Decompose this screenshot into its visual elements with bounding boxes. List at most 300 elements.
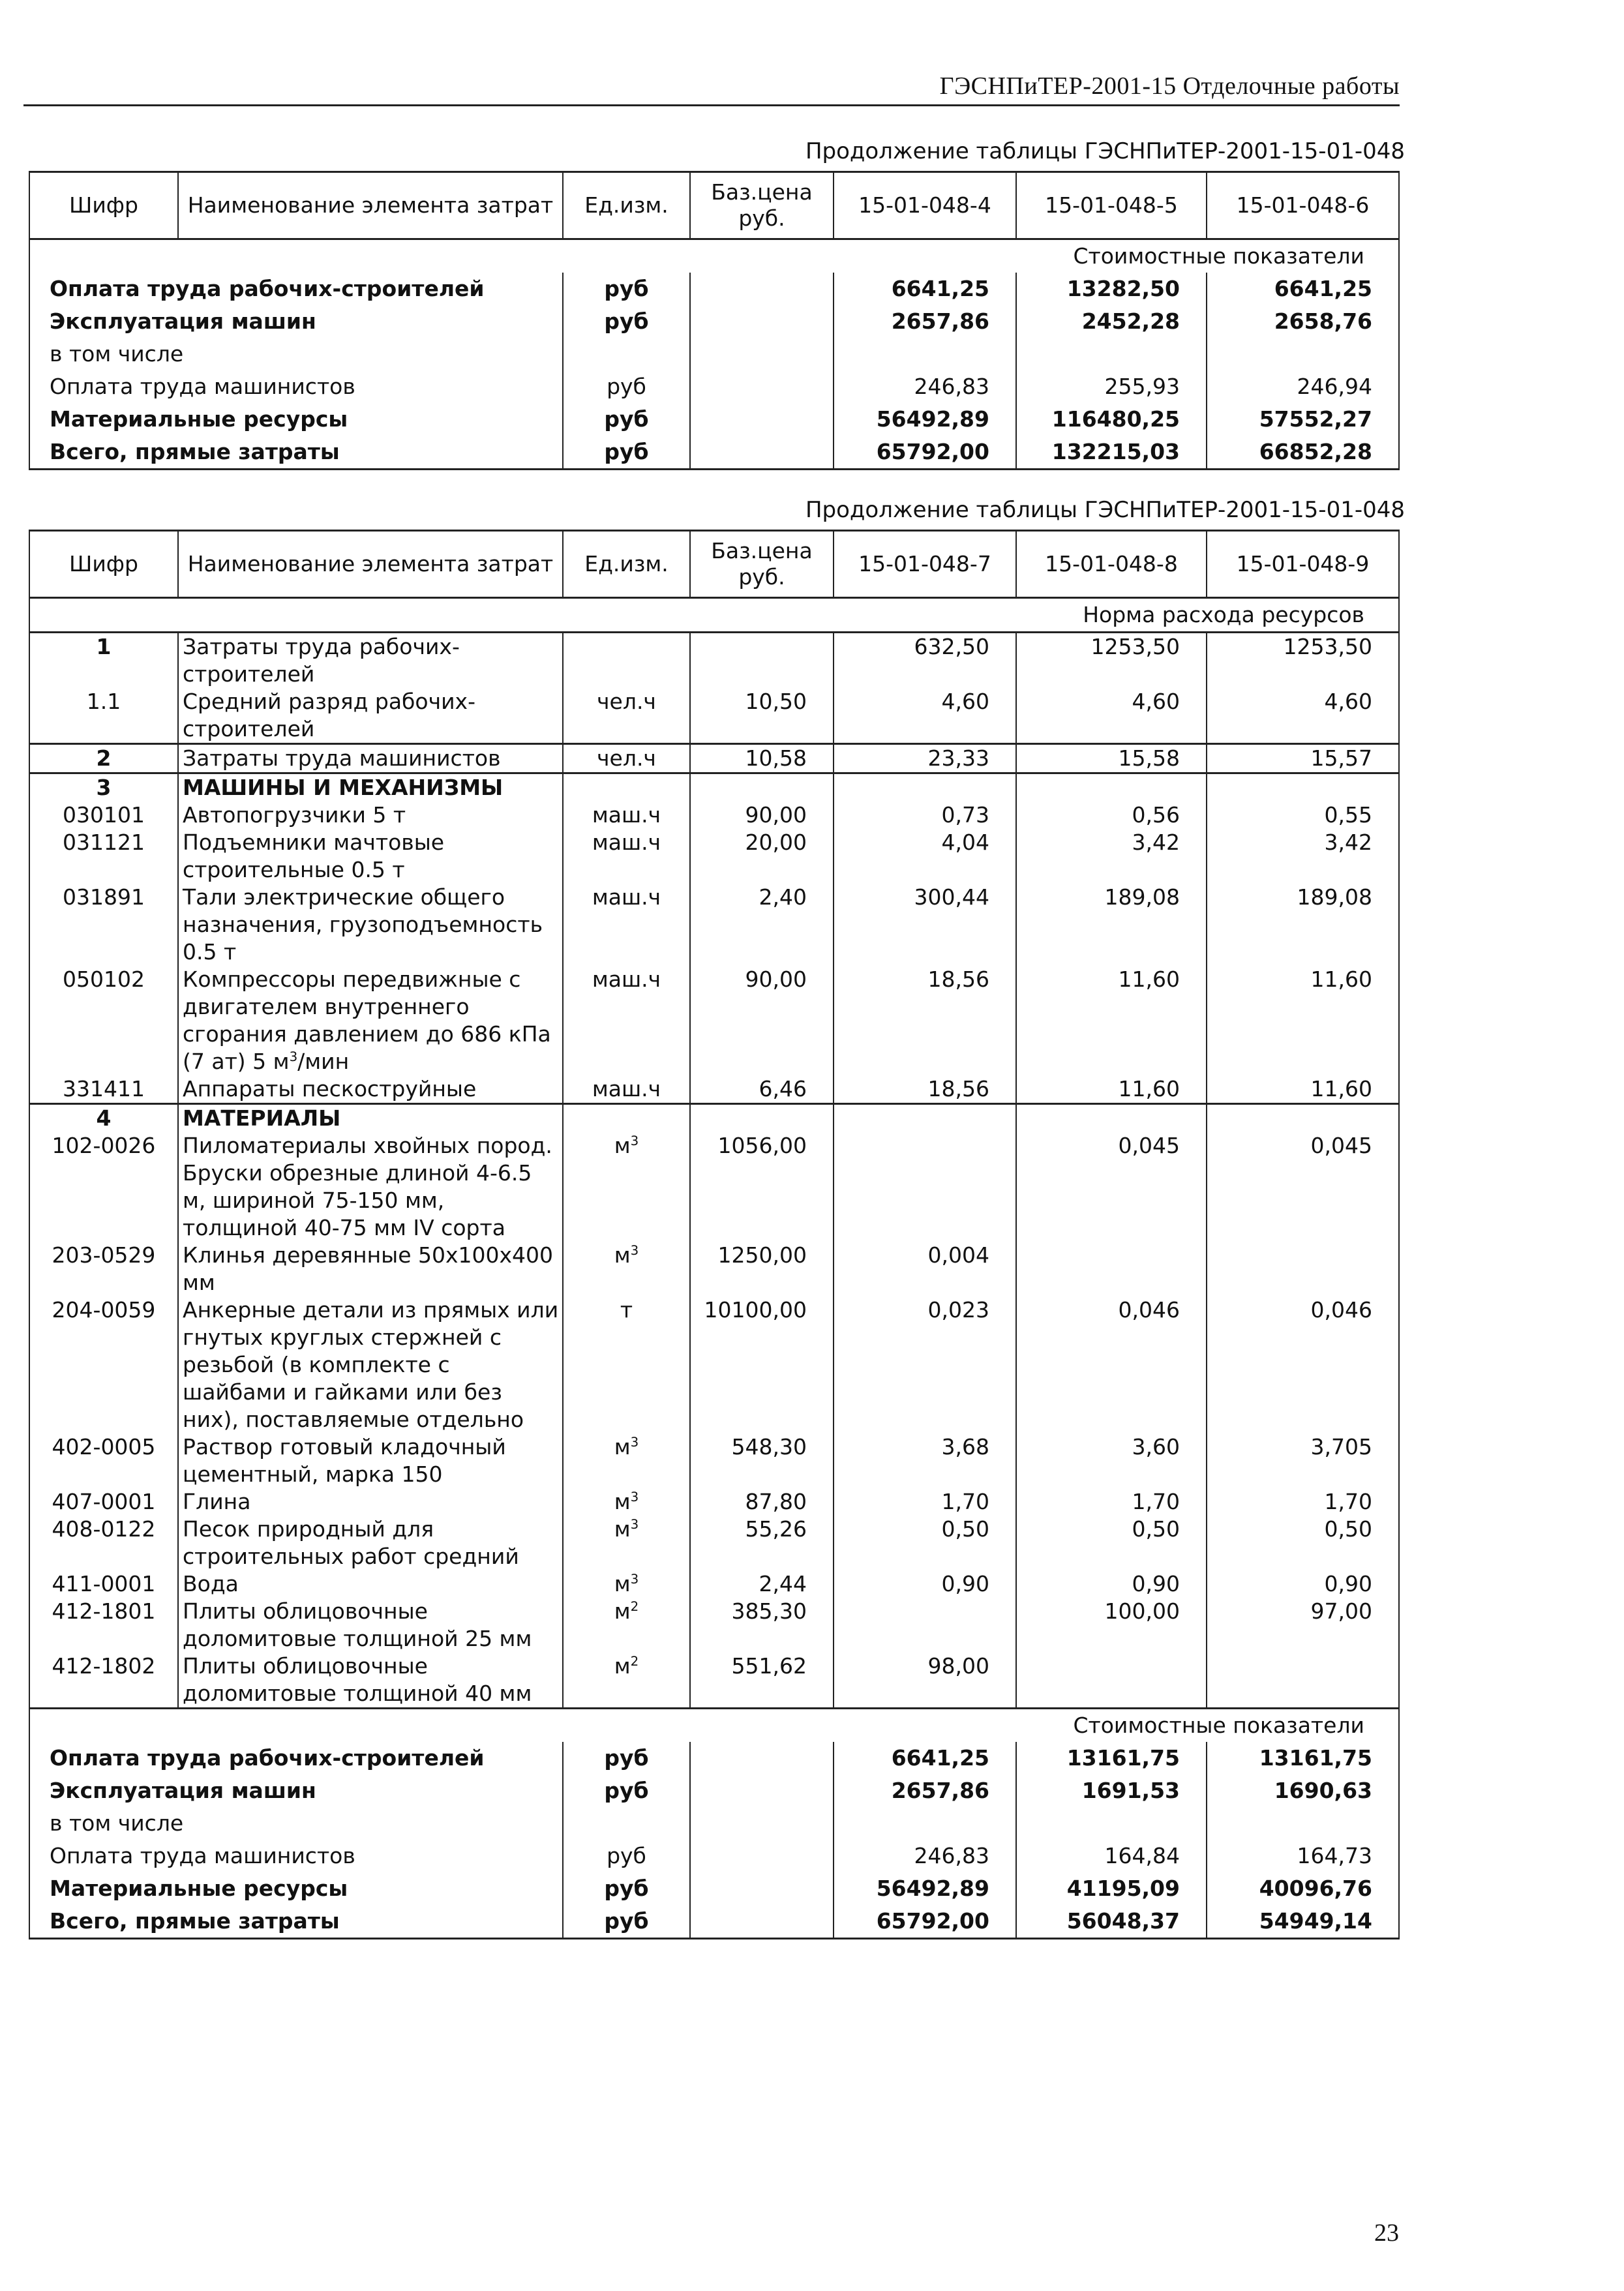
resource-norm: 0,50: [1207, 1516, 1399, 1570]
cost-value: 6641,25: [834, 1742, 1016, 1774]
table-header-row: [29, 531, 1399, 598]
resource-unit-sup: 3: [630, 1490, 639, 1505]
cost-value: 13282,50: [1016, 273, 1207, 305]
resource-unit: [563, 1488, 690, 1516]
resource-unit: [563, 1516, 690, 1570]
resource-name-tail: /мин: [297, 1049, 350, 1074]
resource-unit-text: м: [614, 1516, 631, 1542]
resource-norm: 0,045: [1207, 1132, 1399, 1242]
cost-value: 54949,14: [1207, 1905, 1399, 1939]
cost-label: Всего, прямые затраты: [29, 1905, 563, 1939]
resource-norm: 0,50: [1016, 1516, 1207, 1570]
resource-price: 551,62: [690, 1653, 834, 1709]
resource-unit-sup: 3: [630, 1517, 639, 1532]
cost-label: в том числе: [29, 1807, 563, 1840]
section-band-row: [29, 1709, 1399, 1743]
cost-label: Эксплуатация машин: [29, 305, 563, 338]
resource-row: [29, 744, 1399, 773]
cost-label: в том числе: [29, 338, 563, 370]
cost-value: 2452,28: [1016, 305, 1207, 338]
cost-row: [29, 1840, 1399, 1872]
resource-code: 031891: [29, 884, 178, 966]
resource-norm: 3,60: [1016, 1433, 1207, 1488]
resource-price: 10100,00: [690, 1296, 834, 1433]
cost-value: 2657,86: [834, 1774, 1016, 1807]
cost-label: Материальные ресурсы: [29, 1872, 563, 1905]
resource-unit-text: чел.ч: [597, 745, 656, 771]
resource-norm: [834, 1598, 1016, 1653]
resource-norm: 0,90: [834, 1570, 1016, 1598]
resource-row: [29, 688, 1399, 744]
resource-unit: [563, 633, 690, 689]
resource-unit-sup: 3: [630, 1243, 639, 1258]
resource-name: [178, 1653, 563, 1709]
resource-name: [178, 1433, 563, 1488]
col-header-code: Шифр: [29, 172, 178, 239]
resource-name-text: Клинья деревянные 50х100х400 мм: [183, 1242, 554, 1295]
cost-price: [690, 1774, 834, 1807]
resource-unit: [563, 744, 690, 773]
resource-norm: [1207, 1104, 1399, 1133]
resource-norm: 97,00: [1207, 1598, 1399, 1653]
resource-norm: 0,90: [1016, 1570, 1207, 1598]
resource-unit: [563, 773, 690, 802]
cost-unit: руб: [563, 370, 690, 403]
resource-row: [29, 1104, 1399, 1133]
resource-row: [29, 1516, 1399, 1570]
resource-code: 3: [29, 773, 178, 802]
resource-name-sup: 3: [289, 1049, 298, 1064]
cost-value: 164,73: [1207, 1840, 1399, 1872]
cost-price: [690, 403, 834, 436]
cost-table-1: [29, 171, 1400, 470]
resource-norm: 0,004: [834, 1242, 1016, 1296]
resource-unit: [563, 1433, 690, 1488]
resource-unit-text: т: [620, 1297, 633, 1323]
resource-norm: 0,046: [1016, 1296, 1207, 1433]
resource-norm: 0,55: [1207, 801, 1399, 829]
resource-unit: [563, 1242, 690, 1296]
resource-norm: 1,70: [1207, 1488, 1399, 1516]
cost-value: 56492,89: [834, 403, 1016, 436]
resource-norm: 15,58: [1016, 744, 1207, 773]
resource-row: [29, 829, 1399, 884]
resource-name: [178, 1296, 563, 1433]
resource-norm: [1016, 1242, 1207, 1296]
cost-value: [1016, 1807, 1207, 1840]
cost-unit: руб: [563, 403, 690, 436]
col-header-price: Баз.цена руб.: [690, 531, 834, 598]
resource-row: [29, 1242, 1399, 1296]
cost-price: [690, 305, 834, 338]
resource-norm: [1016, 1104, 1207, 1133]
resource-norm: 189,08: [1016, 884, 1207, 966]
cost-value: 116480,25: [1016, 403, 1207, 436]
page-number: 23: [1374, 2219, 1399, 2247]
resource-unit-text: маш.ч: [592, 1076, 661, 1101]
cost-value: 2658,76: [1207, 305, 1399, 338]
cost-value: 13161,75: [1207, 1742, 1399, 1774]
resource-price: 2,40: [690, 884, 834, 966]
resource-norm: 11,60: [1016, 1075, 1207, 1104]
resource-norm: 1253,50: [1207, 633, 1399, 689]
cost-row: [29, 305, 1399, 338]
resource-price: 10,58: [690, 744, 834, 773]
resource-norm: 100,00: [1016, 1598, 1207, 1653]
resource-norm: 11,60: [1207, 966, 1399, 1075]
resource-price: [690, 1104, 834, 1133]
resource-norm: 11,60: [1207, 1075, 1399, 1104]
cost-price: [690, 338, 834, 370]
resource-price: 6,46: [690, 1075, 834, 1104]
cost-unit: руб: [563, 273, 690, 305]
running-header: [23, 67, 1400, 106]
cost-value: 41195,09: [1016, 1872, 1207, 1905]
section-band: Норма расхода ресурсов: [29, 598, 1399, 633]
resource-norm: 0,56: [1016, 801, 1207, 829]
resource-norm: 0,50: [834, 1516, 1016, 1570]
cost-value: 6641,25: [834, 273, 1016, 305]
resource-unit-sup: 2: [630, 1654, 639, 1669]
col-header-rate: 15-01-048-7: [834, 531, 1016, 598]
cost-price: [690, 436, 834, 470]
resource-price: 548,30: [690, 1433, 834, 1488]
resource-name: [178, 773, 563, 802]
resource-name: [178, 1516, 563, 1570]
cost-value: 6641,25: [1207, 273, 1399, 305]
resource-norm: 1,70: [834, 1488, 1016, 1516]
resource-name-text: Подъемники мачтовые строительные 0.5 т: [183, 830, 445, 882]
resource-unit: [563, 1132, 690, 1242]
resource-unit: [563, 1075, 690, 1104]
resource-norm: 0,90: [1207, 1570, 1399, 1598]
col-header-rate: 15-01-048-8: [1016, 531, 1207, 598]
resource-code: 203-0529: [29, 1242, 178, 1296]
resource-unit-text: м: [614, 1653, 631, 1679]
resource-code: 031121: [29, 829, 178, 884]
cost-value: [834, 338, 1016, 370]
resource-norm: 0,046: [1207, 1296, 1399, 1433]
resource-price: [690, 633, 834, 689]
cost-row: [29, 403, 1399, 436]
cost-label: Оплата труда машинистов: [29, 1840, 563, 1872]
resource-row: [29, 1570, 1399, 1598]
cost-row: [29, 1774, 1399, 1807]
cost-value: [1207, 1807, 1399, 1840]
resource-norm: 15,57: [1207, 744, 1399, 773]
resource-price: 90,00: [690, 966, 834, 1075]
resource-row: [29, 966, 1399, 1075]
cost-label: Всего, прямые затраты: [29, 436, 563, 470]
resource-name: [178, 1570, 563, 1598]
resource-name: [178, 633, 563, 689]
resource-unit-text: м: [614, 1133, 631, 1158]
resource-unit: [563, 1653, 690, 1709]
cost-value: 66852,28: [1207, 436, 1399, 470]
resource-row: [29, 1296, 1399, 1433]
resource-unit-text: маш.ч: [592, 966, 661, 992]
resource-norm: 98,00: [834, 1653, 1016, 1709]
cost-row: [29, 1807, 1399, 1840]
resource-code: 411-0001: [29, 1570, 178, 1598]
resource-price: 20,00: [690, 829, 834, 884]
resource-unit: [563, 1296, 690, 1433]
resource-unit-sup: 3: [630, 1133, 639, 1148]
resource-price: 2,44: [690, 1570, 834, 1598]
cost-value: [1207, 338, 1399, 370]
resource-unit: [563, 966, 690, 1075]
resource-name: [178, 744, 563, 773]
cost-value: 246,94: [1207, 370, 1399, 403]
resource-code: 331411: [29, 1075, 178, 1104]
resource-unit-text: маш.ч: [592, 802, 661, 828]
cost-value: 65792,00: [834, 1905, 1016, 1939]
cost-price: [690, 1905, 834, 1939]
resource-name-text: Затраты труда машинистов: [183, 745, 501, 771]
cost-row: [29, 1872, 1399, 1905]
section-band-row: [29, 239, 1399, 273]
table-header-row: [29, 172, 1399, 239]
resource-name-text: Аппараты пескоструйные: [183, 1076, 477, 1101]
resource-unit-text: м: [614, 1242, 631, 1268]
resource-norm: 0,73: [834, 801, 1016, 829]
cost-price: [690, 370, 834, 403]
resource-code: 030101: [29, 801, 178, 829]
resource-code: 2: [29, 744, 178, 773]
resource-row: [29, 1433, 1399, 1488]
resource-norm: [1207, 773, 1399, 802]
resource-name: [178, 829, 563, 884]
resource-norm: 4,60: [834, 688, 1016, 744]
resource-unit: [563, 884, 690, 966]
resource-name: [178, 1132, 563, 1242]
resource-norm: [834, 1132, 1016, 1242]
resource-unit: [563, 1598, 690, 1653]
col-header-unit: Ед.изм.: [563, 531, 690, 598]
resource-norm: 632,50: [834, 633, 1016, 689]
resource-code: 204-0059: [29, 1296, 178, 1433]
resource-row: [29, 1132, 1399, 1242]
resource-unit-sup: 2: [630, 1599, 639, 1614]
cost-value: 65792,00: [834, 436, 1016, 470]
running-title: ГЭСНПиТЕР-2001-15 Отделочные работы: [939, 72, 1400, 100]
cost-row: [29, 338, 1399, 370]
resource-name-text: Вода: [183, 1571, 239, 1596]
cost-row: [29, 1905, 1399, 1939]
resource-norm: 4,60: [1016, 688, 1207, 744]
resource-price: [690, 773, 834, 802]
resource-norm: 4,04: [834, 829, 1016, 884]
resource-name-text: МАТЕРИАЛЫ: [183, 1105, 341, 1131]
resource-code: 407-0001: [29, 1488, 178, 1516]
resource-name: [178, 1075, 563, 1104]
resource-name-text: Песок природный для строительных работ средний: [183, 1516, 519, 1569]
cost-label: Оплата труда рабочих-строителей: [29, 273, 563, 305]
cost-value: 164,84: [1016, 1840, 1207, 1872]
cost-price: [690, 1807, 834, 1840]
cost-unit: руб: [563, 1840, 690, 1872]
resource-norm: [834, 1104, 1016, 1133]
resource-table-2: [29, 530, 1400, 1939]
resource-unit: [563, 688, 690, 744]
resource-name: [178, 1104, 563, 1133]
cost-row: [29, 273, 1399, 305]
resource-norm: 23,33: [834, 744, 1016, 773]
cost-price: [690, 1872, 834, 1905]
cost-label: Оплата труда рабочих-строителей: [29, 1742, 563, 1774]
resource-norm: 0,045: [1016, 1132, 1207, 1242]
cost-price: [690, 1742, 834, 1774]
resource-row: [29, 773, 1399, 802]
resource-name: [178, 966, 563, 1075]
resource-norm: 189,08: [1207, 884, 1399, 966]
resource-norm: [834, 773, 1016, 802]
resource-norm: [1207, 1242, 1399, 1296]
resource-unit-text: чел.ч: [597, 689, 656, 714]
resource-unit-text: м: [614, 1571, 631, 1596]
cost-label: Эксплуатация машин: [29, 1774, 563, 1807]
resource-norm: 18,56: [834, 966, 1016, 1075]
resource-code: 412-1802: [29, 1653, 178, 1709]
resource-name-text: Тали электрические общего назначения, грузоподъемность 0.5 т: [183, 884, 543, 965]
resource-name-text: МАШИНЫ И МЕХАНИЗМЫ: [183, 775, 504, 800]
cost-value: 56492,89: [834, 1872, 1016, 1905]
cost-value: [1016, 338, 1207, 370]
resource-name-text: Затраты труда рабочих-строителей: [183, 634, 460, 687]
resource-norm: 1,70: [1016, 1488, 1207, 1516]
table-caption: Продолжение таблицы ГЭСНПиТЕР-2001-15-01-048: [805, 497, 1405, 523]
resource-name: [178, 1598, 563, 1653]
col-header-price: Баз.цена руб.: [690, 172, 834, 239]
resource-norm: [1207, 1653, 1399, 1709]
cost-row: [29, 370, 1399, 403]
resource-unit: [563, 1104, 690, 1133]
resource-norm: [1016, 1653, 1207, 1709]
resource-name-text: Компрессоры передвижные с двигателем внутреннего сгорания давлением до 686 кПа (7 ат) 5 м: [183, 966, 551, 1074]
resource-name-text: Средний разряд рабочих-строителей: [183, 689, 475, 741]
section-band: Стоимостные показатели: [29, 1709, 1399, 1743]
cost-value: 255,93: [1016, 370, 1207, 403]
resource-name-text: Глина: [183, 1489, 251, 1514]
cost-unit: руб: [563, 1742, 690, 1774]
cost-value: [834, 1807, 1016, 1840]
cost-unit: руб: [563, 436, 690, 470]
cost-unit: руб: [563, 1774, 690, 1807]
resource-norm: 4,60: [1207, 688, 1399, 744]
resource-price: 1250,00: [690, 1242, 834, 1296]
resource-code: 050102: [29, 966, 178, 1075]
resource-row: [29, 1653, 1399, 1709]
resource-unit-sup: 3: [630, 1572, 639, 1587]
cost-value: 56048,37: [1016, 1905, 1207, 1939]
col-header-name: Наименование элемента затрат: [178, 172, 563, 239]
col-header-rate: 15-01-048-5: [1016, 172, 1207, 239]
col-header-unit: Ед.изм.: [563, 172, 690, 239]
resource-row: [29, 801, 1399, 829]
resource-code: 102-0026: [29, 1132, 178, 1242]
resource-unit: [563, 1570, 690, 1598]
resource-norm: 11,60: [1016, 966, 1207, 1075]
cost-price: [690, 1840, 834, 1872]
resource-row: [29, 633, 1399, 689]
col-header-rate: 15-01-048-4: [834, 172, 1016, 239]
resource-name-text: Раствор готовый кладочный цементный, марка 150: [183, 1434, 506, 1487]
resource-row: [29, 1075, 1399, 1104]
resource-price: 87,80: [690, 1488, 834, 1516]
resource-price: 10,50: [690, 688, 834, 744]
resource-name-text: Плиты облицовочные доломитовые толщиной 40 мм: [183, 1653, 532, 1706]
cost-unit: руб: [563, 1905, 690, 1939]
cost-value: 40096,76: [1207, 1872, 1399, 1905]
col-header-rate: 15-01-048-9: [1207, 531, 1399, 598]
col-header-name: Наименование элемента затрат: [178, 531, 563, 598]
resource-code: 4: [29, 1104, 178, 1133]
resource-norm: 3,68: [834, 1433, 1016, 1488]
resource-name: [178, 1488, 563, 1516]
section-band: Стоимостные показатели: [29, 239, 1399, 273]
resource-code: 1.1: [29, 688, 178, 744]
cost-value: 246,83: [834, 1840, 1016, 1872]
cost-value: 2657,86: [834, 305, 1016, 338]
cost-row: [29, 1742, 1399, 1774]
resource-code: 402-0005: [29, 1433, 178, 1488]
resource-norm: 3,42: [1016, 829, 1207, 884]
col-header-code: Шифр: [29, 531, 178, 598]
cost-value: 132215,03: [1016, 436, 1207, 470]
resource-row: [29, 1598, 1399, 1653]
resource-unit-text: м: [614, 1598, 631, 1624]
cost-value: 57552,27: [1207, 403, 1399, 436]
resource-norm: 3,705: [1207, 1433, 1399, 1488]
resource-norm: 18,56: [834, 1075, 1016, 1104]
resource-price: 55,26: [690, 1516, 834, 1570]
resource-unit-text: маш.ч: [592, 830, 661, 855]
resource-name-text: Анкерные детали из прямых или гнутых круглых стержней с резьбой (в комплекте с шайбами и гайками или без них), поставляемые отдельно: [183, 1297, 559, 1432]
resource-name: [178, 688, 563, 744]
resource-norm: 0,023: [834, 1296, 1016, 1433]
resource-norm: [1016, 773, 1207, 802]
resource-code: 1: [29, 633, 178, 689]
col-header-rate: 15-01-048-6: [1207, 172, 1399, 239]
resource-price: 385,30: [690, 1598, 834, 1653]
cost-row: [29, 436, 1399, 470]
resource-norm: 300,44: [834, 884, 1016, 966]
resource-name: [178, 801, 563, 829]
cost-unit: руб: [563, 1872, 690, 1905]
cost-unit: [563, 1807, 690, 1840]
resource-unit-sup: 3: [630, 1435, 639, 1450]
cost-value: 1690,63: [1207, 1774, 1399, 1807]
cost-label: Материальные ресурсы: [29, 403, 563, 436]
resource-name-text: Плиты облицовочные доломитовые толщиной 25 мм: [183, 1598, 532, 1651]
resource-row: [29, 1488, 1399, 1516]
cost-unit: руб: [563, 305, 690, 338]
cost-unit: [563, 338, 690, 370]
resource-unit-text: м: [614, 1489, 631, 1514]
resource-unit: [563, 801, 690, 829]
resource-norm: 3,42: [1207, 829, 1399, 884]
cost-value: 13161,75: [1016, 1742, 1207, 1774]
resource-price: 1056,00: [690, 1132, 834, 1242]
resource-price: 90,00: [690, 801, 834, 829]
resource-name-text: Пиломатериалы хвойных пород. Бруски обрезные длиной 4-6.5 м, шириной 75-150 мм, толщиной 40-75 мм IV сорта: [183, 1133, 552, 1240]
resource-name-text: Автопогрузчики 5 т: [183, 802, 406, 828]
resource-unit-text: маш.ч: [592, 884, 661, 910]
resource-name: [178, 884, 563, 966]
resource-unit: [563, 829, 690, 884]
cost-value: 1691,53: [1016, 1774, 1207, 1807]
cost-value: 246,83: [834, 370, 1016, 403]
